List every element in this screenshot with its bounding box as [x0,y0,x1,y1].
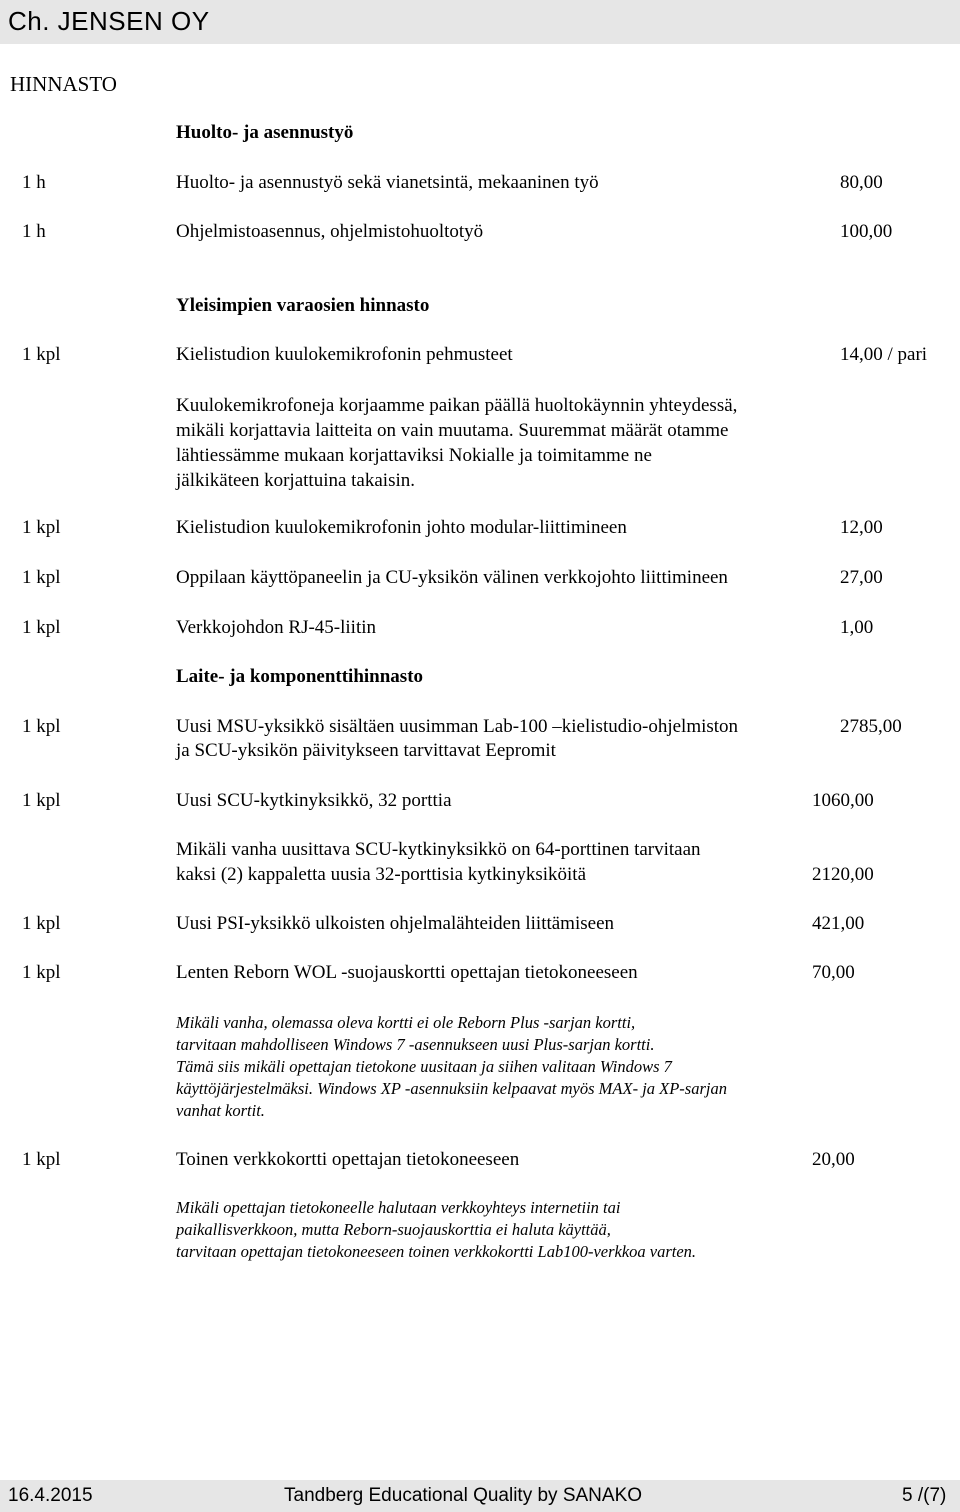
row-qty: 1 kpl [22,790,61,811]
row-price: 70,00 [812,962,855,983]
row-price: 1,00 [840,617,874,638]
row-description: Ohjelmistoasennus, ohjelmistohuoltotyö [176,221,484,242]
row-description: Verkkojohdon RJ-45-liitin [176,617,377,638]
section-heading-devices: Laite- ja komponenttihinnasto [176,666,424,687]
row-description: ja SCU-yksikön päivitykseen tarvittavat Eepromit [176,740,556,761]
row-price: 80,00 [840,172,883,193]
row-description: Kielistudion kuulokemikrofonin pehmusteet [176,344,513,365]
row-qty: 1 h [22,221,46,242]
row-qty: 1 kpl [22,962,61,983]
section-heading-parts: Yleisimpien varaosien hinnasto [176,295,430,316]
row-description: Huolto- ja asennustyö sekä vianetsintä, mekaaninen työ [176,172,599,193]
row-price: 421,00 [812,913,865,934]
row-qty: 1 kpl [22,517,61,538]
row-description: Toinen verkkokortti opettajan tietokoneeseen [176,1149,520,1170]
row-qty: 1 kpl [22,344,61,365]
row-price: 14,00 / pari [840,344,928,365]
row-qty: 1 kpl [22,617,61,638]
italic-note-line: Mikäli vanha, olemassa oleva kortti ei ole Reborn Plus -sarjan kortti, [176,1013,636,1032]
note-line: kaksi (2) kappaletta uusia 32-porttisia kytkinyksiköitä [176,864,587,885]
row-description: Lenten Reborn WOL -suojauskortti opettajan tietokoneeseen [176,962,638,983]
italic-note-line: paikallisverkkoon, mutta Reborn-suojauskorttia ei haluta käyttää, [176,1220,611,1239]
note-line: Mikäli vanha uusittava SCU-kytkinyksikkö on 64-porttinen tarvitaan [176,839,701,860]
italic-note-line: tarvitaan opettajan tietokoneeseen toinen verkkokortti Lab100-verkkoa varten. [176,1242,697,1261]
footer-date: 16.4.2015 [8,1485,93,1506]
italic-note-line: vanhat kortit. [176,1101,265,1120]
row-price: 2785,00 [840,716,902,737]
row-qty: 1 h [22,172,46,193]
row-price: 27,00 [840,567,883,588]
row-qty: 1 kpl [22,1149,61,1170]
row-description: Uusi SCU-kytkinyksikkö, 32 porttia [176,790,452,811]
row-description: Uusi MSU-yksikkö sisältäen uusimman Lab-100 –kielistudio-ohjelmiston [176,716,739,737]
note-line: jälkikäteen korjattuina takaisin. [176,470,416,491]
italic-note-line: Tämä siis mikäli opettajan tietokone uusitaan ja siihen valitaan Windows 7 [176,1057,672,1076]
italic-note-line: Mikäli opettajan tietokoneelle halutaan verkkoyhteys internetiin tai [176,1198,621,1217]
note-line: mikäli korjattavia laitteita on vain muutama. Suuremmat määrät otamme [176,420,729,441]
italic-note-line: tarvitaan mahdolliseen Windows 7 -asennukseen uusi Plus-sarjan kortti. [176,1035,655,1054]
note-line: lähtiessämme mukaan korjattaviksi Nokialle ja toimitamme ne [176,445,652,466]
row-description: Uusi PSI-yksikkö ulkoisten ohjelmalähteiden liittämiseen [176,913,615,934]
document-title: HINNASTO [10,72,117,96]
row-description: Kielistudion kuulokemikrofonin johto modular-liittimineen [176,517,627,538]
row-price: 100,00 [840,221,893,242]
company-name: Ch. JENSEN OY [8,6,210,36]
row-price: 12,00 [840,517,883,538]
header-band [0,0,960,44]
row-qty: 1 kpl [22,567,61,588]
row-qty: 1 kpl [22,716,61,737]
section-heading-service: Huolto- ja asennustyö [176,122,354,143]
row-price: 20,00 [812,1149,855,1170]
note-line: Kuulokemikrofoneja korjaamme paikan päällä huoltokäynnin yhteydessä, [176,395,738,416]
footer-brand: Tandberg Educational Quality by SANAKO [284,1485,643,1506]
row-price: 2120,00 [812,864,874,885]
italic-note-line: käyttöjärjestelmäksi. Windows XP -asennuksiin kelpaavat myös MAX- ja XP-sarjan [176,1079,727,1098]
row-price: 1060,00 [812,790,874,811]
row-qty: 1 kpl [22,913,61,934]
row-description: Oppilaan käyttöpaneelin ja CU-yksikön välinen verkkojohto liittimineen [176,567,728,588]
page-number: 5 /(7) [902,1485,947,1506]
